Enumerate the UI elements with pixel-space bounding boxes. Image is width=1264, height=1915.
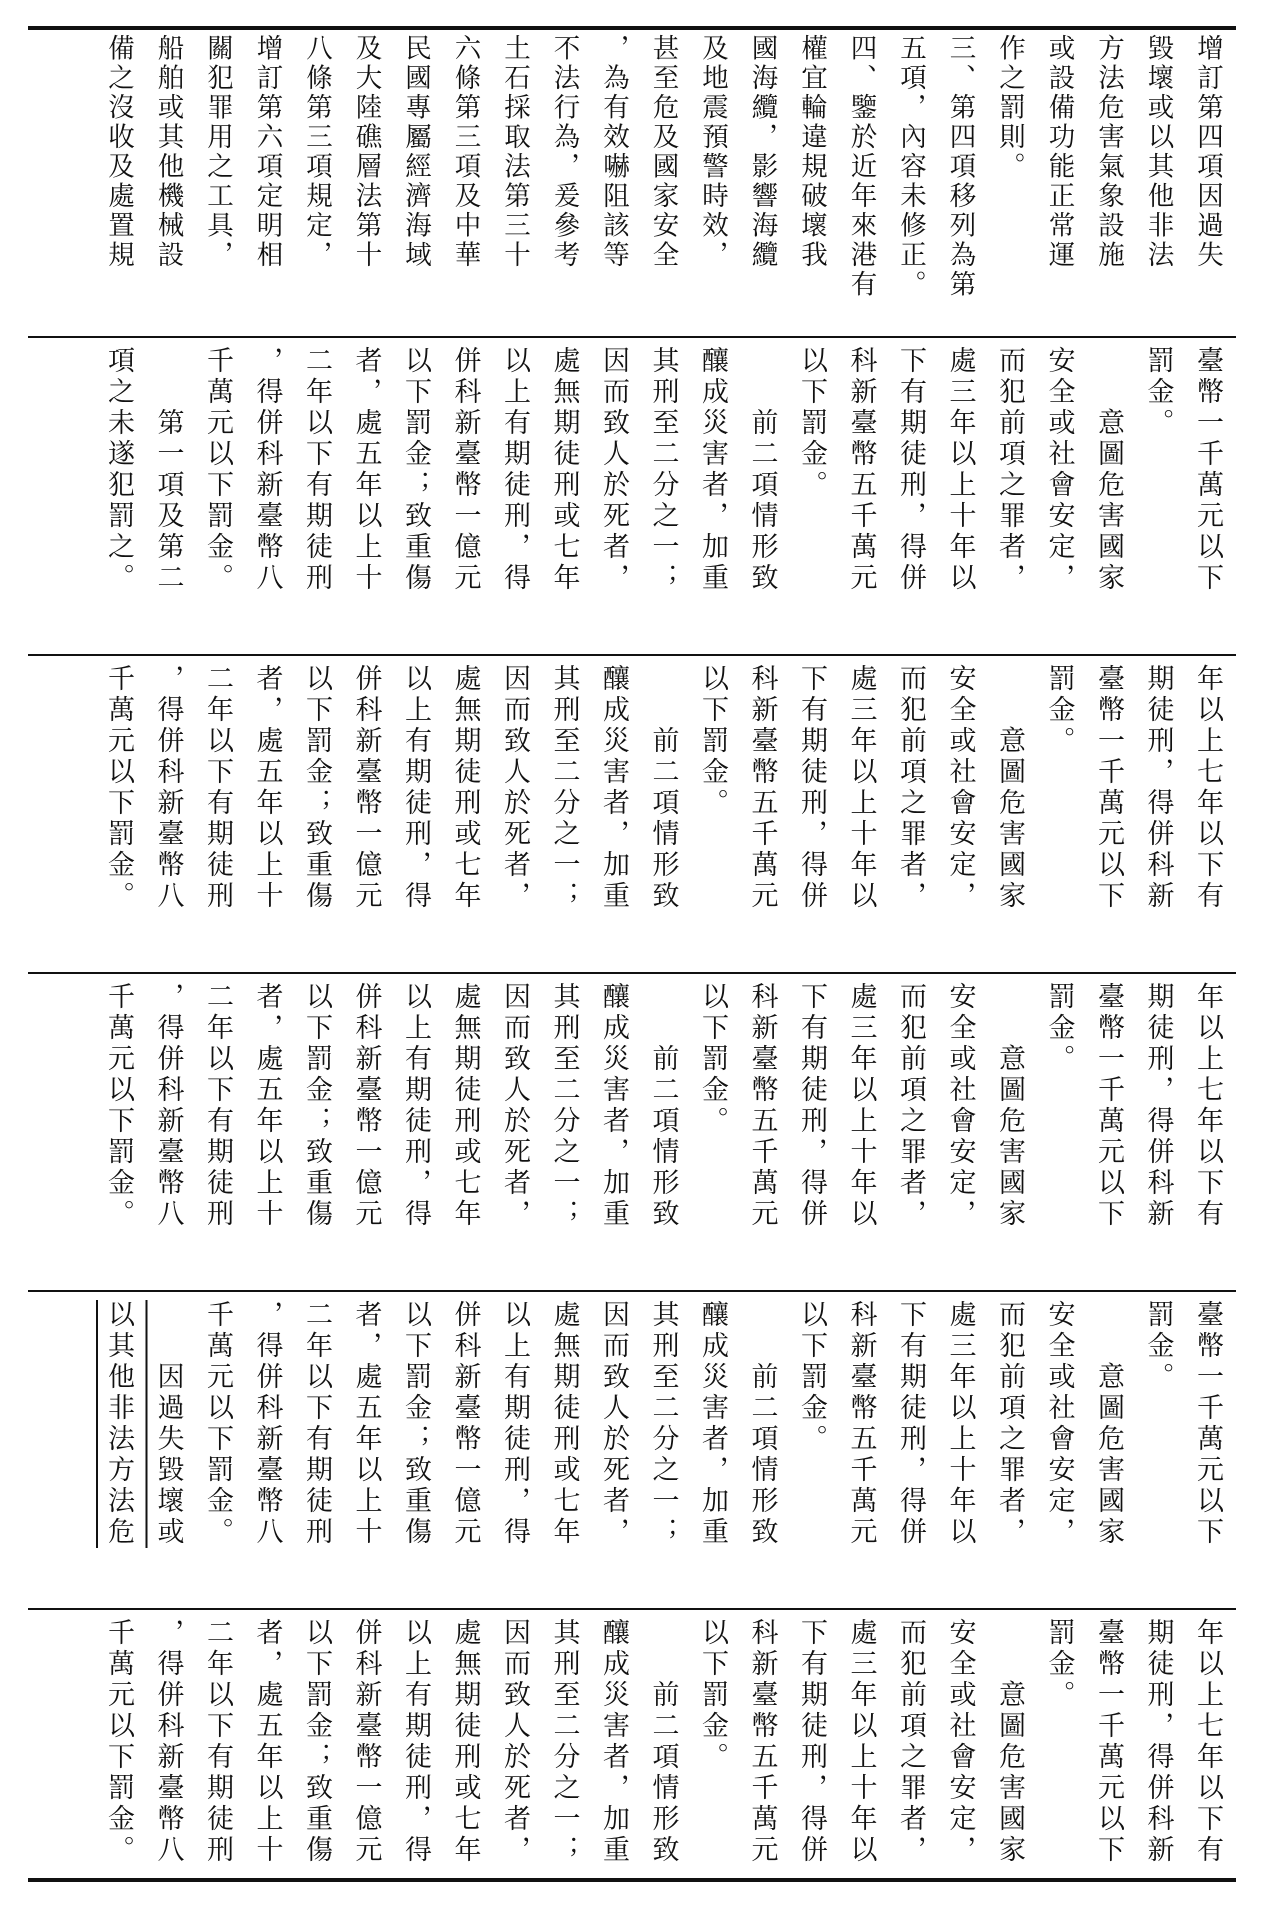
text-column: 以下罰金；致重傷 xyxy=(301,1618,332,1866)
text-column: 前二項情形致 xyxy=(647,1618,679,1866)
text-column: 者，處五年以上十 xyxy=(350,1300,382,1548)
text-column: 年以上七年以下有 xyxy=(1192,982,1223,1230)
text-column: 以其他非法方法危 xyxy=(103,1300,134,1548)
text-column: 而犯前項之罪者， xyxy=(895,664,926,912)
text-column: 處無期徒刑或七年 xyxy=(449,1618,481,1866)
text-column: 併科新臺幣一億元 xyxy=(350,664,382,912)
text-column: 安全或社會安定， xyxy=(944,982,976,1230)
text-column: 罰金。 xyxy=(1142,1300,1174,1393)
text-column: 處三年以上十年以 xyxy=(944,346,976,594)
text-column: 科新臺幣五千萬元 xyxy=(746,664,778,912)
text-column: 方法危害氣象設施 xyxy=(1093,34,1124,270)
text-column: 釀成災害者，加重 xyxy=(598,982,629,1230)
text-column: 二年以下有期徒刑 xyxy=(202,1618,233,1866)
band-2-text xyxy=(94,664,1233,966)
text-column: 處無期徒刑或七年 xyxy=(449,664,481,912)
text-column: 千萬元以下罰金。 xyxy=(103,982,134,1230)
text-column: 期徒刑，得併科新 xyxy=(1142,664,1174,912)
band-divider-4 xyxy=(28,1290,1236,1292)
band-5 xyxy=(36,1618,1232,1872)
text-column: 以上有期徒刑，得 xyxy=(400,664,431,912)
text-column: 臺幣一千萬元以下 xyxy=(1192,346,1223,594)
text-column: 併科新臺幣一億元 xyxy=(449,1300,481,1548)
text-column: 處三年以上十年以 xyxy=(845,982,877,1230)
text-column: 下有期徒刑，得併 xyxy=(796,982,827,1230)
text-column: 年以上七年以下有 xyxy=(1192,1618,1223,1866)
text-column: 以下罰金；致重傷 xyxy=(400,1300,431,1548)
text-column: 因而致人於死者， xyxy=(499,982,530,1230)
text-column: 其刑至二分之一； xyxy=(647,346,679,594)
band-4 xyxy=(36,1300,1232,1602)
text-column: 意圖危害國家 xyxy=(994,982,1025,1230)
text-column: 併科新臺幣一億元 xyxy=(350,982,382,1230)
text-column: 二年以下有期徒刑 xyxy=(202,664,233,912)
text-column: ，得併科新臺幣八 xyxy=(251,346,283,594)
text-column: 前二項情形致 xyxy=(746,1300,778,1548)
text-column: 三、第四項移列為第 xyxy=(944,34,976,300)
text-column: 千萬元以下罰金。 xyxy=(202,346,233,594)
text-column: 八條第三項規定， xyxy=(301,34,332,270)
text-column: 項之未遂犯罰之。 xyxy=(103,346,134,594)
text-column: 期徒刑，得併科新 xyxy=(1142,982,1174,1230)
text-column: 其刑至二分之一； xyxy=(548,982,580,1230)
text-column: 前二項情形致 xyxy=(647,664,679,912)
text-column: 者，處五年以上十 xyxy=(251,1618,283,1866)
text-column: 意圖危害國家 xyxy=(1093,1300,1124,1548)
text-column: 處三年以上十年以 xyxy=(944,1300,976,1548)
text-column: 臺幣一千萬元以下 xyxy=(1093,1618,1124,1866)
text-column: 權宜輪違規破壞我 xyxy=(796,34,827,270)
text-column: ，得併科新臺幣八 xyxy=(152,1618,184,1866)
text-column: 五項，內容未修正。 xyxy=(895,34,926,300)
text-column: 千萬元以下罰金。 xyxy=(103,1618,134,1866)
text-column: 以下罰金；致重傷 xyxy=(301,982,332,1230)
text-column: 下有期徒刑，得併 xyxy=(895,346,926,594)
band-3 xyxy=(36,982,1232,1284)
text-column: 而犯前項之罪者， xyxy=(895,982,926,1230)
text-column: 以下罰金。 xyxy=(697,1618,728,1773)
text-column: 期徒刑，得併科新 xyxy=(1142,1618,1174,1866)
text-column: 因而致人於死者， xyxy=(598,346,629,594)
band-0 xyxy=(36,34,1232,330)
text-column: 作之罰則。 xyxy=(994,34,1025,182)
text-column: 以下罰金。 xyxy=(796,1300,827,1455)
band-0-text xyxy=(94,34,1233,330)
text-column: 以上有期徒刑，得 xyxy=(400,1618,431,1866)
text-column: ，得併科新臺幣八 xyxy=(152,664,184,912)
text-column: 不法行為，爰參考 xyxy=(548,34,580,270)
band-divider-5 xyxy=(28,1608,1236,1610)
text-column: 下有期徒刑，得併 xyxy=(796,664,827,912)
text-column: 釀成災害者，加重 xyxy=(598,1618,629,1866)
text-column: 處三年以上十年以 xyxy=(845,1618,877,1866)
text-column: ，得併科新臺幣八 xyxy=(152,982,184,1230)
text-column: 前二項情形致 xyxy=(647,982,679,1230)
text-column: 處無期徒刑或七年 xyxy=(449,982,481,1230)
text-column: 船舶或其他機械設 xyxy=(152,34,184,270)
text-column: 安全或社會安定， xyxy=(944,1618,976,1866)
text-column: 以下罰金；致重傷 xyxy=(400,346,431,594)
text-column: 二年以下有期徒刑 xyxy=(301,1300,332,1548)
text-column: 罰金。 xyxy=(1043,664,1075,757)
band-divider-2 xyxy=(28,654,1236,656)
text-column: 年以上七年以下有 xyxy=(1192,664,1223,912)
top-rule xyxy=(28,26,1236,30)
text-column: 處無期徒刑或七年 xyxy=(548,346,580,594)
text-column: 國海纜，影響海纜 xyxy=(746,34,778,270)
text-column: 因過失毀壞或 xyxy=(152,1300,184,1548)
text-column: 以上有期徒刑，得 xyxy=(499,1300,530,1548)
text-column: 以下罰金。 xyxy=(697,982,728,1137)
text-column: 因而致人於死者， xyxy=(499,664,530,912)
text-column: 處無期徒刑或七年 xyxy=(548,1300,580,1548)
text-column: 其刑至二分之一； xyxy=(647,1300,679,1548)
band-1-text xyxy=(94,346,1233,648)
text-column: 下有期徒刑，得併 xyxy=(796,1618,827,1866)
text-column: 以上有期徒刑，得 xyxy=(400,982,431,1230)
text-column: 二年以下有期徒刑 xyxy=(202,982,233,1230)
text-column: 安全或社會安定， xyxy=(1043,1300,1075,1548)
text-column: 科新臺幣五千萬元 xyxy=(845,1300,877,1548)
text-column: 因而致人於死者， xyxy=(499,1618,530,1866)
text-column: 罰金。 xyxy=(1043,982,1075,1075)
text-column: 以下罰金。 xyxy=(796,346,827,501)
text-column: 千萬元以下罰金。 xyxy=(103,664,134,912)
text-column: 安全或社會安定， xyxy=(944,664,976,912)
text-column: 科新臺幣五千萬元 xyxy=(845,346,877,594)
text-column: ，得併科新臺幣八 xyxy=(251,1300,283,1548)
band-3-text xyxy=(94,982,1233,1284)
text-column: 第一項及第二 xyxy=(152,346,184,594)
text-column: 民國專屬經濟海域 xyxy=(400,34,431,270)
text-column: 釀成災害者，加重 xyxy=(697,346,728,594)
band-5-text xyxy=(94,1618,1233,1872)
text-column: 併科新臺幣一億元 xyxy=(350,1618,382,1866)
text-column: 以下罰金；致重傷 xyxy=(301,664,332,912)
text-column: 罰金。 xyxy=(1043,1618,1075,1711)
text-column: 意圖危害國家 xyxy=(1093,346,1124,594)
band-4-text xyxy=(94,1300,1233,1602)
text-column: 其刑至二分之一； xyxy=(548,1618,580,1866)
text-column: 千萬元以下罰金。 xyxy=(202,1300,233,1548)
bottom-rule xyxy=(28,1878,1236,1882)
text-column: 科新臺幣五千萬元 xyxy=(746,982,778,1230)
text-column: 前二項情形致 xyxy=(746,346,778,594)
text-column: 而犯前項之罪者， xyxy=(994,1300,1025,1548)
band-divider-3 xyxy=(28,972,1236,974)
text-column: 釀成災害者，加重 xyxy=(697,1300,728,1548)
text-column: 下有期徒刑，得併 xyxy=(895,1300,926,1548)
text-column: 因而致人於死者， xyxy=(598,1300,629,1548)
text-column: 及大陸礁層法第十 xyxy=(350,34,382,270)
text-column: 土石採取法第三十 xyxy=(499,34,530,270)
text-column: 關犯罪用之工具， xyxy=(202,34,233,270)
text-column: 臺幣一千萬元以下 xyxy=(1093,664,1124,912)
text-column: 或設備功能正常運 xyxy=(1043,34,1075,270)
text-column: ，為有效嚇阻該等 xyxy=(598,34,629,270)
text-column: 意圖危害國家 xyxy=(994,664,1025,912)
text-column: 而犯前項之罪者， xyxy=(994,346,1025,594)
text-column: 者，處五年以上十 xyxy=(251,982,283,1230)
text-column: 者，處五年以上十 xyxy=(251,664,283,912)
text-column: 處三年以上十年以 xyxy=(845,664,877,912)
text-column: 以下罰金。 xyxy=(697,664,728,819)
text-column: 安全或社會安定， xyxy=(1043,346,1075,594)
text-column: 臺幣一千萬元以下 xyxy=(1192,1300,1223,1548)
text-column: 增訂第四項因過失 xyxy=(1192,34,1223,270)
text-column: 備之沒收及處置規 xyxy=(103,34,134,270)
text-column: 併科新臺幣一億元 xyxy=(449,346,481,594)
text-column: 及地震預警時效， xyxy=(697,34,728,270)
text-column: 增訂第六項定明相 xyxy=(251,34,283,270)
text-column: 者，處五年以上十 xyxy=(350,346,382,594)
band-divider-1 xyxy=(28,336,1236,338)
text-column: 科新臺幣五千萬元 xyxy=(746,1618,778,1866)
band-2 xyxy=(36,664,1232,966)
text-column: 以上有期徒刑，得 xyxy=(499,346,530,594)
text-column: 釀成災害者，加重 xyxy=(598,664,629,912)
text-column: 臺幣一千萬元以下 xyxy=(1093,982,1124,1230)
text-column: 二年以下有期徒刑 xyxy=(301,346,332,594)
text-column: 意圖危害國家 xyxy=(994,1618,1025,1866)
text-column: 甚至危及國家安全 xyxy=(647,34,679,270)
band-1 xyxy=(36,346,1232,648)
text-column: 六條第三項及中華 xyxy=(449,34,481,270)
text-column: 罰金。 xyxy=(1142,346,1174,439)
text-column: 而犯前項之罪者， xyxy=(895,1618,926,1866)
text-column: 四、鑒於近年來港有 xyxy=(845,34,877,300)
text-column: 其刑至二分之一； xyxy=(548,664,580,912)
text-column: 毀壞或以其他非法 xyxy=(1142,34,1174,270)
